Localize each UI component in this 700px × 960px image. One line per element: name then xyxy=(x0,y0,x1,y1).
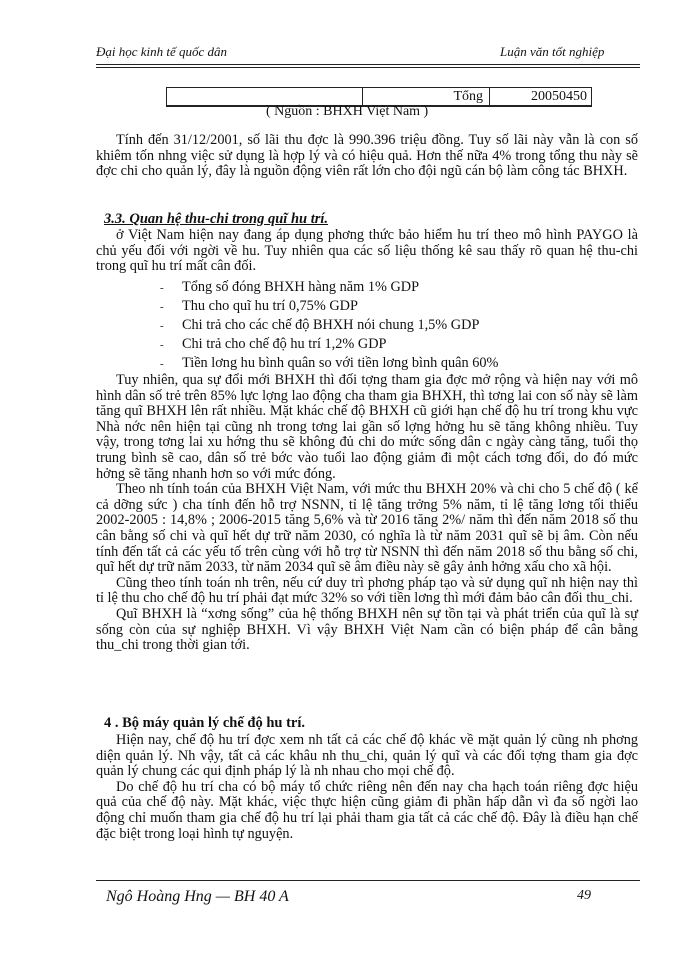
header-rule-double xyxy=(96,67,640,68)
section-heading-4: 4 . Bộ máy quản lý chế độ hu trí. xyxy=(104,715,306,731)
dash-bullet-icon: - xyxy=(160,300,164,313)
page-number: 49 xyxy=(577,888,591,903)
header-university: Đại học kinh tế quốc dân xyxy=(96,44,228,59)
paragraph-interest: Tính đến 31/12/2001, số lãi thu đợc là 990.396 triệu đồng. Tuy số lãi này vẫn là con số khiêm tốn nhng việc sử dụng là hợp lý và có hiệu quả. Hơn thế nữa 4% trong tổng thu này sẽ đợc chi cho quản lý, đây là nguồn động viên rất lớn cho đội ngũ cán bộ làm công tác BHXH. xyxy=(96,132,638,180)
dash-bullet-icon: - xyxy=(160,281,164,294)
table-cell-total-label: Tổng xyxy=(363,88,490,105)
paragraph-forecast: Theo nh tính toán của BHXH Việt Nam, với mức thu BHXH 20% và chi cho 5 chế độ ( kể cả dỡng sức ) cha tính đến hỗ trợ NSNN, tỉ lệ tăng trởng 5% năm, tỉ lệ tăng lơng tối thiểu 2002-2005 : 14,8% ; 2006-2015 tăng 5,6% và từ 2016 tăng 2%/ năm thì đến năm 2018 số thu cân bằng số chi và quĩ hết dự trữ năm 2030, có nghĩa là từ năm 2031 quĩ sẽ bị âm. Còn nếu tính đến tất cả các yếu tố trên cùng với hỗ trợ từ NSNN thì đến năm 2018 số thu bằng số chi, quĩ hết dự trữ năm 2033, từ năm 2034 quĩ sẽ âm điều này sẽ gây ảnh hởng xấu cho xã hội. xyxy=(96,481,638,576)
paragraph-outlook: Tuy nhiên, qua sự đổi mới BHXH thì đối tợng tham gia đợc mở rộng và hiện nay với mô hình dân số trẻ trên 85% lực lợng lao động cha tham gia BHXH, thì tơng lai con số này sẽ làm tăng quĩ BHXH lên rất nhiều. Mặt khác chế độ BHXH cũ giới hạn chế độ hu trí trong khu vực Nhà nớc nên hiện tại cũng nh trong tơng lai gần số lợng hởng hu sẽ tăng không nhiều. Tuy vậy, trong tơng lai xu hớng thu sẽ không đủ chi do mức sống dân c ngày càng tăng, tuổi thọ trung bình sẽ cao, dân số trẻ bớc vào tuổi lao động giảm đi một cách tơng đối, do đó mức hởng sẽ tăng nhanh hơn so với mức đóng. xyxy=(96,372,638,482)
table-source: ( Nguồn : BHXH Việt Nam ) xyxy=(266,104,429,119)
paragraph-management: Hiện nay, chế độ hu trí đợc xem nh tất cả các chế độ khác về mặt quản lý cũng nh phơng diện quản lý. Nh vậy, tất cả các khâu nh thu_chi, quản lý quĩ và các đối tợng tham gia đợc quản lý chung các qui định pháp lý là nh nhau cho mọi chế độ. xyxy=(96,732,638,780)
dash-bullet-icon: - xyxy=(160,338,164,351)
table-cell-total-value: 20050450 xyxy=(531,89,587,104)
paragraph-rate: Cũng theo tính toán nh trên, nếu cứ duy trì phơng pháp tạo và sử dụng quĩ nh hiện nay thì tỉ lệ thu cho chế độ hu trí phải đạt mức 32% so với tiền lơng thì mới đảm bảo cân đối thu_chi. xyxy=(96,574,638,607)
paragraph-backbone: Quĩ BHXH là “xơng sống” của hệ thống BHXH nên sự tồn tại và phát triển của quĩ là sự sống còn của sự nghiệp BHXH. Vì vậy BHXH Việt Nam cần có biện pháp để cân bằng thu_chi trong thời gian tới. xyxy=(96,605,638,654)
body-text-block xyxy=(96,373,638,654)
dash-bullet-icon: - xyxy=(160,357,164,370)
footer-rule xyxy=(96,880,640,881)
list-item: - Chi trả cho các chế độ BHXH nói chung 1,5% GDP xyxy=(160,317,480,333)
list-item: - Chi trả cho chế độ hu trí 1,2% GDP xyxy=(160,336,387,352)
statistics-list xyxy=(160,278,498,373)
paragraph-paygo: ở Việt Nam hiện nay đang áp dụng phơng thức bảo hiểm hu trí theo mô hình PAYGO là chủ yếu đối với ngời về hu. Tuy nhiên qua các số liệu thống kê sau thấy rõ quan hệ thu-chi trong quĩ hu trí mất cân đối. xyxy=(96,227,638,275)
header-rule xyxy=(96,64,640,65)
dash-bullet-icon: - xyxy=(160,319,164,332)
body-text-block-2 xyxy=(96,733,638,842)
paragraph-accounting: Do chế độ hu trí cha có bộ máy tổ chức riêng nên đến nay cha hạch toán riêng đợc hiệu quả của chế độ này. Mặt khác, việc thực hiện cũng giảm đi phần hấp dẫn vì đa số ngời lao động chỉ muốn tham gia chế độ hu trí lại phải tham gia tất cả các chế độ. Đây là điều hạn chế đặc biệt trong loại hình tự nguyện. xyxy=(96,778,638,842)
section-heading-3-3: 3.3. Quan hệ thu-chi trong quĩ hu trí. xyxy=(104,211,329,227)
table-cell-empty xyxy=(167,88,363,105)
footer-author: Ngô Hoàng Hng — BH 40 A xyxy=(106,888,289,905)
list-item: - Tổng số đóng BHXH hàng năm 1% GDP xyxy=(160,279,420,295)
header-thesis-title: Luận văn tốt nghiệp xyxy=(500,44,605,59)
list-item: - Tiền lơng hu bình quân so với tiền lơng bình quân 60% xyxy=(160,355,499,371)
list-item: - Thu cho quĩ hu trí 0,75% GDP xyxy=(160,298,358,314)
